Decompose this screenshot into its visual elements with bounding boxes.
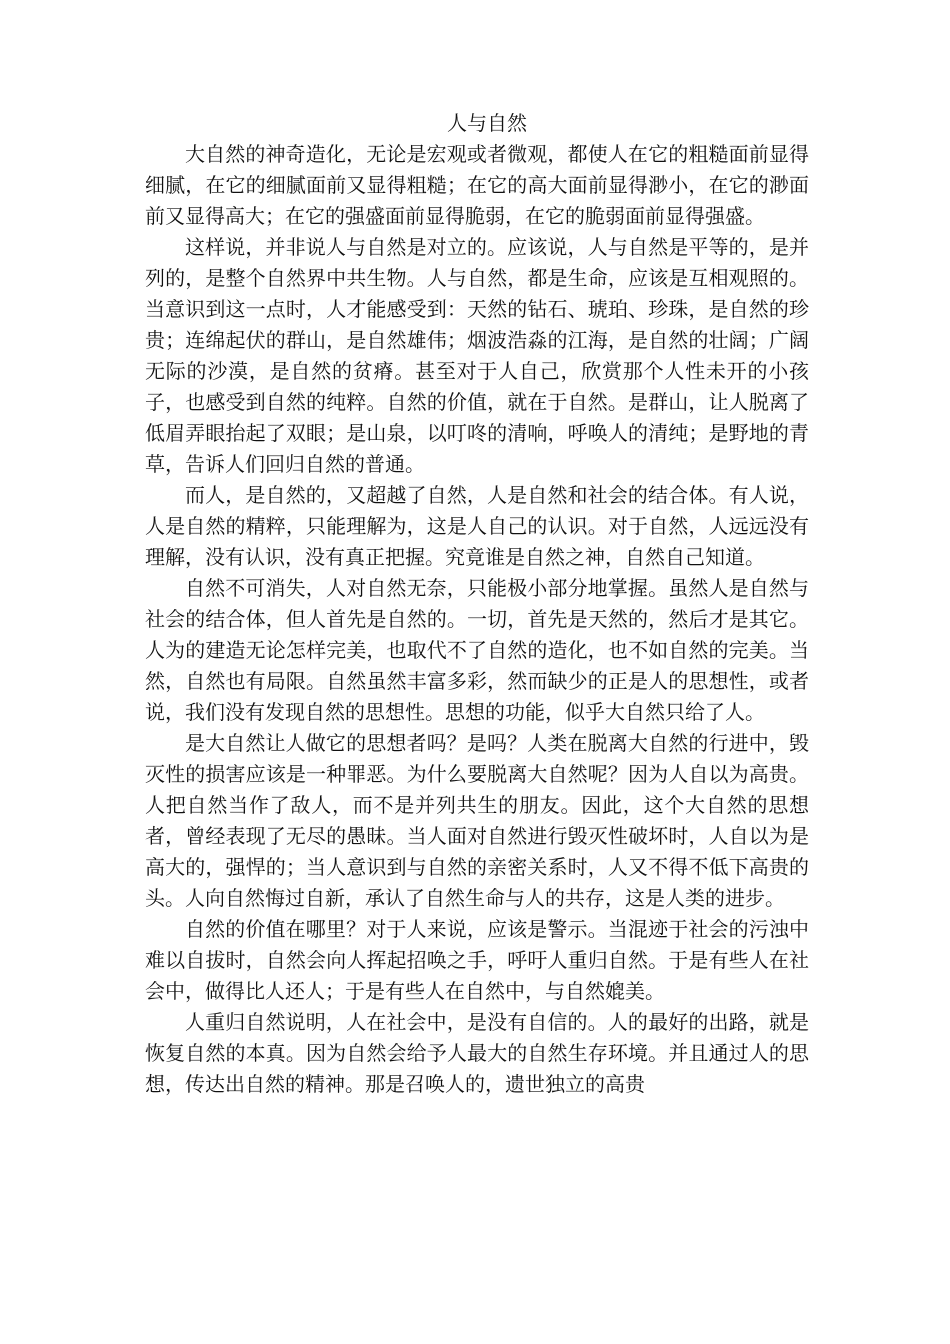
paragraph-6: 自然的价值在哪里？对于人来说，应该是警示。当混迹于社会的污浊中难以自拔时，自然会向人挥起招唤之手，呼吁人重归自然。于是有些人在社会中，做得比人还人；于是有些人在自然中，与自然媲美。 bbox=[145, 917, 809, 1003]
paragraph-2: 这样说，并非说人与自然是对立的。应该说，人与自然是平等的，是并列的，是整个自然界中共生物。人与自然，都是生命，应该是互相观照的。当意识到这一点时，人才能感受到：天然的钻石、琥珀、珍珠，是自然的珍贵；连绵起伏的群山，是自然雄伟；烟波浩淼的江海，是自然的壮阔；广阔无际的沙漠，是自然的贫瘠。甚至对于人自己，欣赏那个人性未开的小孩子，也感受到自然的纯粹。自然的价值，就在于自然。是群山，让人脱离了低眉弄眼抬起了双眼；是山泉，以叮咚的清响，呼唤人的清纯；是野地的青草，告诉人们回归自然的普通。 bbox=[145, 235, 809, 476]
paragraph-5: 是大自然让人做它的思想者吗？是吗？人类在脱离大自然的行进中，毁灭性的损害应该是一种罪恶。为什么要脱离大自然呢？因为人自以为高贵。人把自然当作了敌人，而不是并列共生的朋友。因此，这个大自然的思想者，曾经表现了无尽的愚昧。当人面对自然进行毁灭性破坏时，人自以为是高大的，强悍的；当人意识到与自然的亲密关系时，人又不得不低下高贵的头。人向自然悔过自新，承认了自然生命与人的共存，这是人类的进步。 bbox=[145, 731, 809, 910]
paragraph-3: 而人，是自然的，又超越了自然，人是自然和社会的结合体。有人说，人是自然的精粹，只能理解为，这是人自己的认识。对于自然，人远远没有理解，没有认识，没有真正把握。究竟谁是自然之神，自然自己知道。 bbox=[145, 483, 809, 569]
document-page bbox=[145, 108, 809, 1100]
document-title: 人与自然 bbox=[447, 111, 527, 135]
paragraph-7: 人重归自然说明，人在社会中，是没有自信的。人的最好的出路，就是恢复自然的本真。因为自然会给予人最大的自然生存环境。并且通过人的思想，传达出自然的精神。那是召唤人的，遗世独立的高贵 bbox=[145, 1010, 809, 1096]
paragraph-1: 大自然的神奇造化，无论是宏观或者微观，都使人在它的粗糙面前显得细腻，在它的细腻面前又显得粗糙；在它的高大面前显得渺小，在它的渺面前又显得高大；在它的强盛面前显得脆弱，在它的脆弱面前显得强盛。 bbox=[145, 142, 809, 228]
paragraph-4: 自然不可消失，人对自然无奈，只能极小部分地掌握。虽然人是自然与社会的结合体，但人首先是自然的。一切，首先是天然的，然后才是其它。人为的建造无论怎样完美，也取代不了自然的造化，也不如自然的完美。当然，自然也有局限。自然虽然丰富多彩，然而缺少的正是人的思想性，或者说，我们没有发现自然的思想性。思想的功能，似乎大自然只给了人。 bbox=[145, 576, 809, 724]
